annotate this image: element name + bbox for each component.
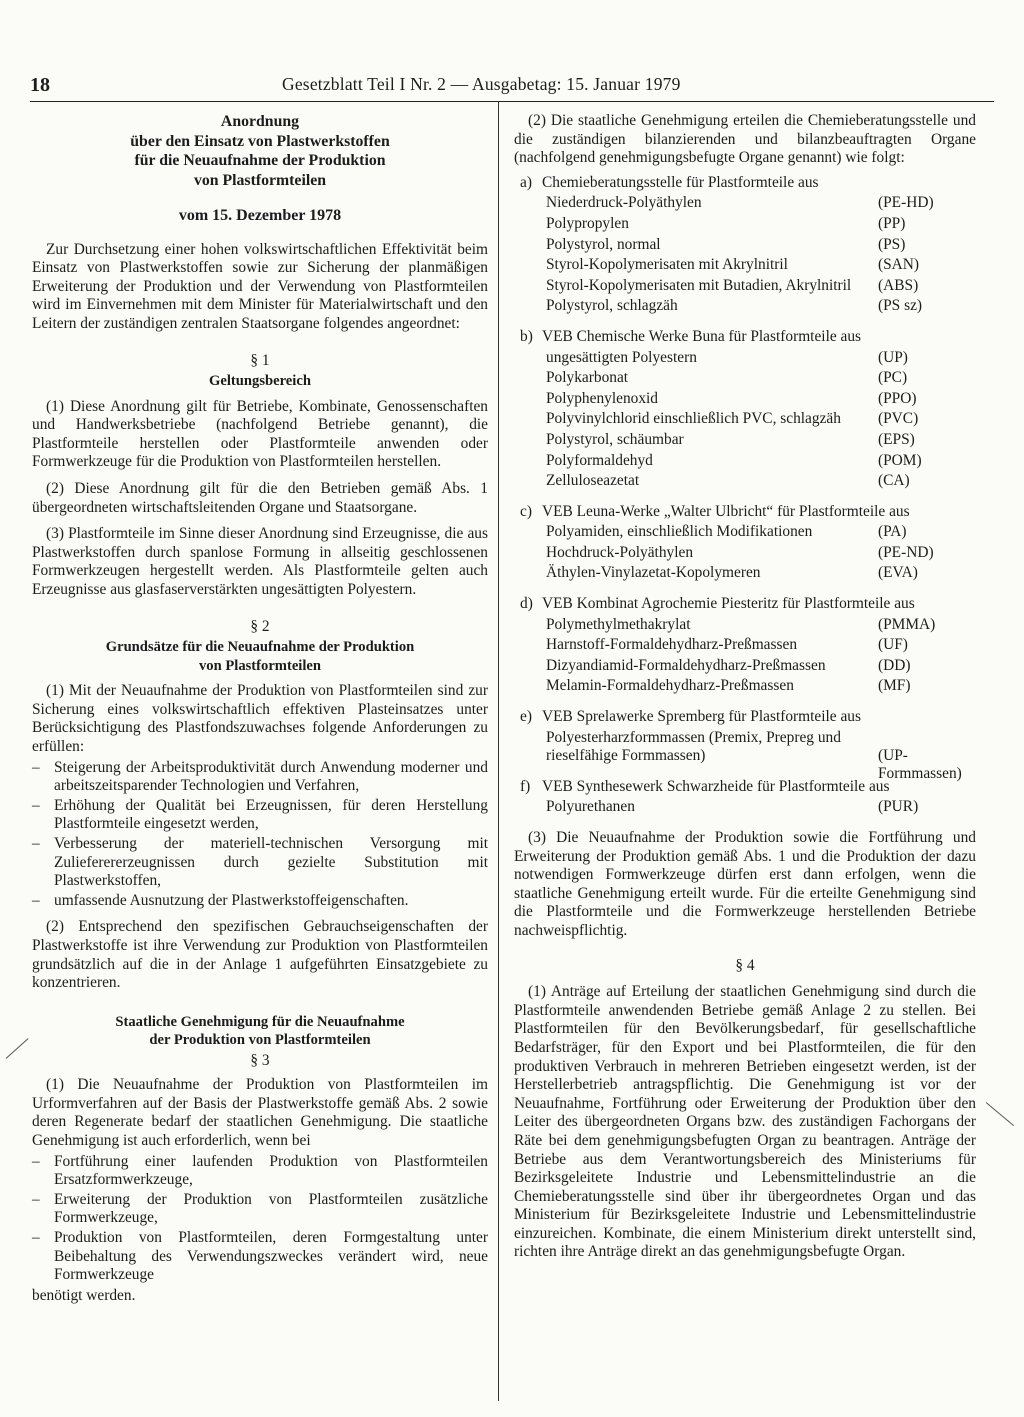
material-abbr: (ABS) [878, 276, 919, 294]
material-abbr: (PS) [878, 235, 906, 253]
paragraph: (1) Die Neuaufnahme der Produktion von Plastformteilen im Urformverfahren auf der Basis der Plastwerkstoffe gemäß Abs. 2 sowie deren Regenerate bedarf der staatlichen Genehmigung. Die staatliche Genehmigung ist auch erforderlich, wenn bei [32, 1076, 488, 1150]
group-text: VEB Chemische Werke Buna für Plastformteile aus [542, 327, 862, 345]
material-abbr: (SAN) [878, 256, 920, 274]
paragraph: (2) Diese Anordnung gilt für die den Betrieben gemäß Abs. 1 übergeordneten wirtschaftsleitenden Organe und Staatsorgane. [32, 480, 488, 516]
material-name: Zelluloseazetat [546, 472, 640, 490]
paragraph: (3) Die Neuaufnahme der Produktion sowie die Fortführung und Erweiterung der Produktion gemäß Abs. 1 und die Produktion der dazu notwendigen Formwerkzeuge dürfen erst dann erfolgen, wenn die staatliche Genehmigung erteilt wurde. Für die erteilte Genehmigung sind die Plastformteile und die Formwerkzeuge herstellenden Betriebe nachweispflichtig. [514, 829, 976, 939]
material-abbr: (POM) [878, 451, 922, 469]
trailing-text: benötigt werden. [32, 1286, 136, 1304]
list-item: – Erhöhung der Qualität bei Erzeugnissen, für deren Herstellung Plastformteile eingesetzt werden, [32, 797, 488, 834]
material-abbr: (EPS) [878, 430, 915, 448]
material-name: Polyurethanen [546, 798, 635, 816]
header-title: Gesetzblatt Teil I Nr. 2 — Ausgabetag: 15. Januar 1979 [282, 74, 681, 94]
material-row [514, 215, 976, 234]
material-abbr: (PS sz) [878, 297, 923, 315]
material-abbr: (PA) [878, 523, 907, 541]
margin-pen-mark [6, 1038, 29, 1059]
material-row [514, 349, 976, 368]
material-row [514, 277, 976, 296]
group-text: Chemieberatungsstelle für Plastformteile aus [542, 173, 819, 191]
group-heading [514, 708, 976, 727]
group-letter: b) [520, 327, 533, 345]
paragraph: (1) Anträge auf Erteilung der staatlichen Genehmigung sind durch die Plastformteile anwendenden Betriebe gemäß Anlage 2 zu stellen. Bei Plastformteilen für den Bevölkerungsbedarf, für gesellschaftliche Bedarfsträger, für den Export und bei Plastformteilen, die für den produktiven Verbrauch in mehreren Betrieben eingesetzt werden, ist der Herstellerbetrieb antragspflichtig. Die Genehmigung ist vor der Neuaufnahme, Fortführung oder Erweiterung der Produktion über den Leiter des übergeordneten Organs bzw. des zuständigen Fachorgans der Räte bei dem genehmigungsbefugten Organ zu beantragen. Anträge der Betriebe aus dem Verantwortungsbereich des Ministeriums für Bezirksgeleitete Industrie und Lebensmittelindustrie an die Chemieberatungsstelle sind über ihr übergeordnetes Organ und das Ministerium für Bezirksgeleitete Industrie und Lebensmittelindustrie einzureichen. Kombinate, die einem Ministerium direkt unterstellt sind, richten ihre Anträge direkt an das genehmigungsbefugte Organ. [514, 983, 976, 1261]
page-header [0, 74, 1024, 100]
authority-group [514, 328, 976, 491]
material-name: Harnstoff-Formaldehydharz-Preßmassen [546, 636, 798, 654]
cases-list [32, 1153, 488, 1285]
section-title-line: Grundsätze für die Neuaufnahme der Produktion [105, 639, 415, 656]
material-abbr: (PPO) [878, 389, 917, 407]
material-row [514, 390, 976, 409]
paragraph: (1) Diese Anordnung gilt für Betriebe, Kombinate, Genossenschaften und Handwerksbetriebe (nachfolgend Betriebe genannt), die Plastformteile herstellen oder Plastformteile anwenden oder Formwerkzeuge für die Produktion von Plastformteilen herstellen. [32, 397, 488, 471]
material-name: Styrol-Kopolymerisaten mit Akrylnitril [546, 256, 788, 274]
material-name: Polypropylen [546, 214, 629, 232]
paragraph: (1) Mit der Neuaufnahme der Produktion von Plastformteilen sind zur Sicherung eines volkswirtschaftlich effektiven Plasteinsatzes unter Berücksichtigung des Plastfondszuwachses folgende Anforderungen zu erfüllen: [32, 682, 488, 755]
title-line: von Plastformteilen [193, 171, 327, 189]
material-name: Hochdruck-Polyäthylen [546, 543, 694, 561]
material-name: Polyformaldehyd [546, 451, 653, 469]
section-title-line: von Plastformteilen [199, 657, 321, 674]
material-name: Polykarbonat [546, 369, 629, 387]
material-row [514, 369, 976, 388]
list-item: – Verbesserung der materiell-technischen Versorgung mit Zulieferererzeugnissen durch gezielte Substitution mit Plastwerkstoffen, [32, 835, 488, 891]
group-letter: d) [520, 595, 533, 613]
material-row [514, 544, 976, 563]
group-letter: a) [520, 173, 532, 191]
group-heading [514, 503, 976, 522]
authority-group [514, 503, 976, 583]
material-abbr: (PVC) [878, 410, 919, 428]
material-abbr: (PE-ND) [878, 543, 934, 561]
title-line: für die Neuaufnahme der Produktion [134, 152, 386, 169]
section-number: § 3 [250, 1051, 270, 1069]
material-row [514, 677, 976, 696]
material-abbr: (UP) [878, 348, 908, 366]
list-item: – Fortführung einer laufenden Produktion von Plastformteilen Ersatzformwerkzeuge, [32, 1153, 488, 1190]
authority-group [514, 174, 976, 316]
material-abbr: (UP-Formmassen) [878, 746, 962, 783]
paragraph: (2) Entsprechend den spezifischen Gebrauchseigenschaften der Plastwerkstoffe ist ihre Verwendung zur Produktion von Plastformteilen grundsätzlich auf die in der Anlage 1 aufgeführten Einsatzgebiete zu konzentrieren. [32, 918, 488, 992]
material-abbr: (UF) [878, 636, 908, 654]
material-name: Melamin-Formaldehydharz-Preßmassen [546, 677, 794, 695]
right-column [514, 112, 976, 1270]
group-letter: f) [520, 777, 531, 795]
group-heading [514, 778, 976, 797]
material-row [514, 256, 976, 275]
section-title-line: der Produktion von Plastformteilen [149, 1032, 371, 1049]
material-row [514, 616, 976, 635]
material-name: Polyesterharzformmassen (Premix, Prepreg und rieselfähige Formmassen) [546, 728, 841, 765]
group-text: VEB Leuna-Werke „Walter Ulbricht“ für Plastformteile aus [542, 502, 910, 520]
material-abbr: (DD) [878, 656, 911, 674]
group-heading [514, 174, 976, 193]
paragraph: (2) Die staatliche Genehmigung erteilen die Chemieberatungsstelle und die zuständigen bilanzierenden und bilanzbeauftragten Organe (nachfolgend genehmigungsbefugte Organe genannt) wie folgt: [514, 112, 976, 167]
material-abbr: (PUR) [878, 798, 919, 816]
group-text: VEB Sprelawerke Spremberg für Plastformteile aus [542, 708, 861, 726]
group-heading [514, 328, 976, 347]
material-name: Polystyrol, normal [546, 235, 661, 253]
material-abbr: (PC) [878, 369, 908, 387]
list-item: – umfassende Ausnutzung der Plastwerkstoffeigenschaften. [32, 892, 488, 911]
section-title-line: Staatliche Genehmigung für die Neuaufnahme [115, 1013, 405, 1030]
title-line: über den Einsatz von Plastwerkstoffen [130, 132, 390, 150]
title-line: Anordnung [220, 113, 300, 130]
list-item: – Produktion von Plastformteilen, deren Formgestaltung unter Beibehaltung des Verwendungszweckes verändert wird, neue Formwerkzeuge [32, 1229, 488, 1285]
material-name: Styrol-Kopolymerisaten mit Butadien, Akrylnitril [546, 276, 852, 294]
section-number: § 1 [250, 351, 270, 369]
material-row [514, 798, 976, 817]
section-title: Geltungsbereich [209, 373, 311, 390]
margin-pen-mark [986, 1102, 1014, 1126]
material-name: Polystyrol, schäumbar [546, 430, 684, 448]
list-item: – Erweiterung der Produktion von Plastformteilen zusätzliche Formwerkzeuge, [32, 1191, 488, 1228]
list-item: – Steigerung der Arbeitsproduktivität durch Anwendung moderner und arbeitszeitsparender Technologien und Verfahren, [32, 759, 488, 796]
material-abbr: (PMMA) [878, 615, 936, 633]
authority-group [514, 708, 976, 783]
column-divider [498, 101, 499, 1401]
material-abbr: (PE-HD) [878, 194, 934, 212]
material-row [514, 194, 976, 213]
material-row [514, 472, 976, 491]
material-row [514, 431, 976, 450]
material-name: Niederdruck-Polyäthylen [546, 194, 702, 212]
left-column [32, 112, 488, 1305]
group-letter: e) [520, 708, 532, 726]
group-text: VEB Synthesewerk Schwarzheide für Plastformteile aus [542, 777, 890, 795]
material-abbr: (PP) [878, 214, 906, 232]
material-row [514, 728, 976, 783]
authority-group [514, 595, 976, 696]
authority-group [514, 778, 976, 817]
section-title [32, 638, 488, 675]
material-abbr: (CA) [878, 472, 910, 490]
material-abbr: (MF) [878, 677, 911, 695]
material-name: Polyvinylchlorid einschließlich PVC, schlagzäh [546, 410, 841, 428]
section-number: § 4 [735, 956, 755, 974]
material-row [514, 636, 976, 655]
page-number: 18 [30, 74, 50, 96]
group-text: VEB Kombinat Agrochemie Piesteritz für Plastformteile aus [542, 595, 915, 613]
group-letter: c) [520, 502, 532, 520]
material-row [514, 657, 976, 676]
material-row [514, 523, 976, 542]
material-name: Äthylen-Vinylazetat-Kopolymeren [546, 564, 761, 582]
document-title [32, 112, 488, 190]
material-row [514, 410, 976, 429]
material-row [514, 236, 976, 255]
section-number: § 2 [250, 617, 270, 635]
material-row [514, 297, 976, 316]
material-name: Dizyandiamid-Formaldehydharz-Preßmassen [546, 656, 826, 674]
material-name: Polyphenylenoxid [546, 389, 659, 407]
header-rule [30, 101, 994, 102]
section-title [32, 1013, 488, 1050]
group-heading [514, 595, 976, 614]
paragraph: (3) Plastformteile im Sinne dieser Anordnung sind Erzeugnisse, die aus Plastwerkstoffen durch spanlose Formung in allseitig geschlossenen Formwerkzeugen hergestellt werden. Als Plastformteile gelten auch Erzeugnisse aus glasfaserverstärkten ungesättigten Polyestern. [32, 525, 488, 598]
document-date: vom 15. Dezember 1978 [178, 207, 342, 224]
material-row [514, 452, 976, 471]
requirements-list [32, 759, 488, 911]
material-row [514, 564, 976, 583]
preamble: Zur Durchsetzung einer hohen volkswirtschaftlichen Effektivität beim Einsatz von Plastwerkstoffen sowie zur Sicherung der planmäßigen Erweiterung der Produktion und der Verwendung von Plastformteilen wird im Einvernehmen mit dem Minister für Materialwirtschaft und den Leitern der zuständigen zentralen Staatsorgane folgendes angeordnet: [32, 240, 488, 332]
material-name: Polyamiden, einschließlich Modifikationen [546, 523, 813, 541]
material-name: ungesättigten Polyestern [546, 348, 697, 366]
material-name: Polystyrol, schlagzäh [546, 297, 678, 315]
material-name: Polymethylmethakrylat [546, 615, 691, 633]
material-abbr: (EVA) [878, 564, 918, 582]
